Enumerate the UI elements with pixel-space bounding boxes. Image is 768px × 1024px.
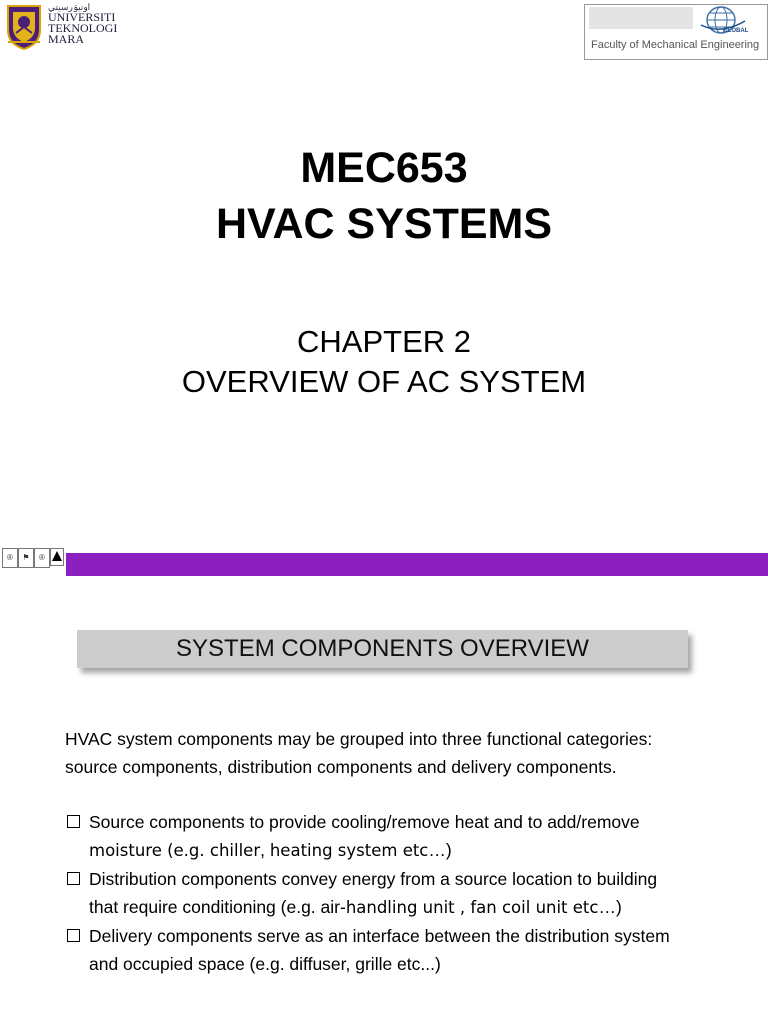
certification-badges	[2, 548, 64, 576]
bullet-line-2: moisture (e.g. chiller, heating system etc…)	[89, 840, 452, 860]
chapter-number: CHAPTER 2	[297, 324, 471, 359]
university-name-line-1: UNIVERSITI	[48, 10, 116, 24]
warning-triangle-icon	[50, 548, 64, 566]
certification-mark-icon: ®	[34, 548, 50, 568]
bullet-line-2: and occupied space (e.g. diffuser, grille etc...)	[89, 954, 441, 974]
bullet-line-1: Source components to provide cooling/remove heat and to add/remove	[89, 812, 640, 832]
bullet-line-2: that require conditioning (e.g. air-handling unit , fan coil unit etc…)	[89, 897, 622, 917]
certification-mark-icon: ⚑	[18, 548, 34, 568]
global-logo-text: GLOBAL	[723, 28, 749, 34]
faculty-label: Faculty of Mechanical Engineering	[591, 39, 760, 51]
course-name: HVAC SYSTEMS	[215, 200, 553, 248]
faculty-banner-bar	[589, 7, 693, 29]
university-name-line-3: MARA	[48, 32, 85, 46]
certification-mark-icon: ®	[2, 548, 18, 568]
section-header	[77, 630, 688, 668]
bullet-list	[65, 808, 755, 978]
intro-line-1: HVAC system components may be grouped into three functional categories:	[65, 729, 653, 749]
intro-line-2: source components, distribution components and delivery components.	[65, 757, 617, 777]
checkbox-bullet-icon	[67, 929, 80, 942]
intro-paragraph	[65, 725, 745, 781]
faculty-banner	[584, 4, 768, 60]
chapter-title: OVERVIEW OF AC SYSTEM	[181, 364, 587, 399]
bullet-line-1: Distribution components convey energy from a source location to building	[89, 869, 658, 889]
list-item-distribution	[65, 865, 755, 922]
section-title: SYSTEM COMPONENTS OVERVIEW	[176, 635, 589, 662]
checkbox-bullet-icon	[67, 815, 80, 828]
list-item-source	[65, 808, 755, 865]
checkbox-bullet-icon	[67, 872, 80, 885]
bullet-line-1: Delivery components serve as an interface between the distribution system	[89, 926, 670, 946]
list-item-delivery	[65, 922, 755, 978]
global-globe-icon	[697, 5, 763, 39]
accent-bar	[66, 553, 768, 576]
university-logo	[4, 2, 122, 50]
university-crest-icon	[4, 2, 44, 50]
course-code: MEC653	[300, 144, 468, 192]
university-name	[48, 2, 124, 50]
university-name-line-2: TEKNOLOGI	[48, 21, 118, 35]
university-name-jawi: اونيۏرسيتي	[48, 2, 91, 12]
